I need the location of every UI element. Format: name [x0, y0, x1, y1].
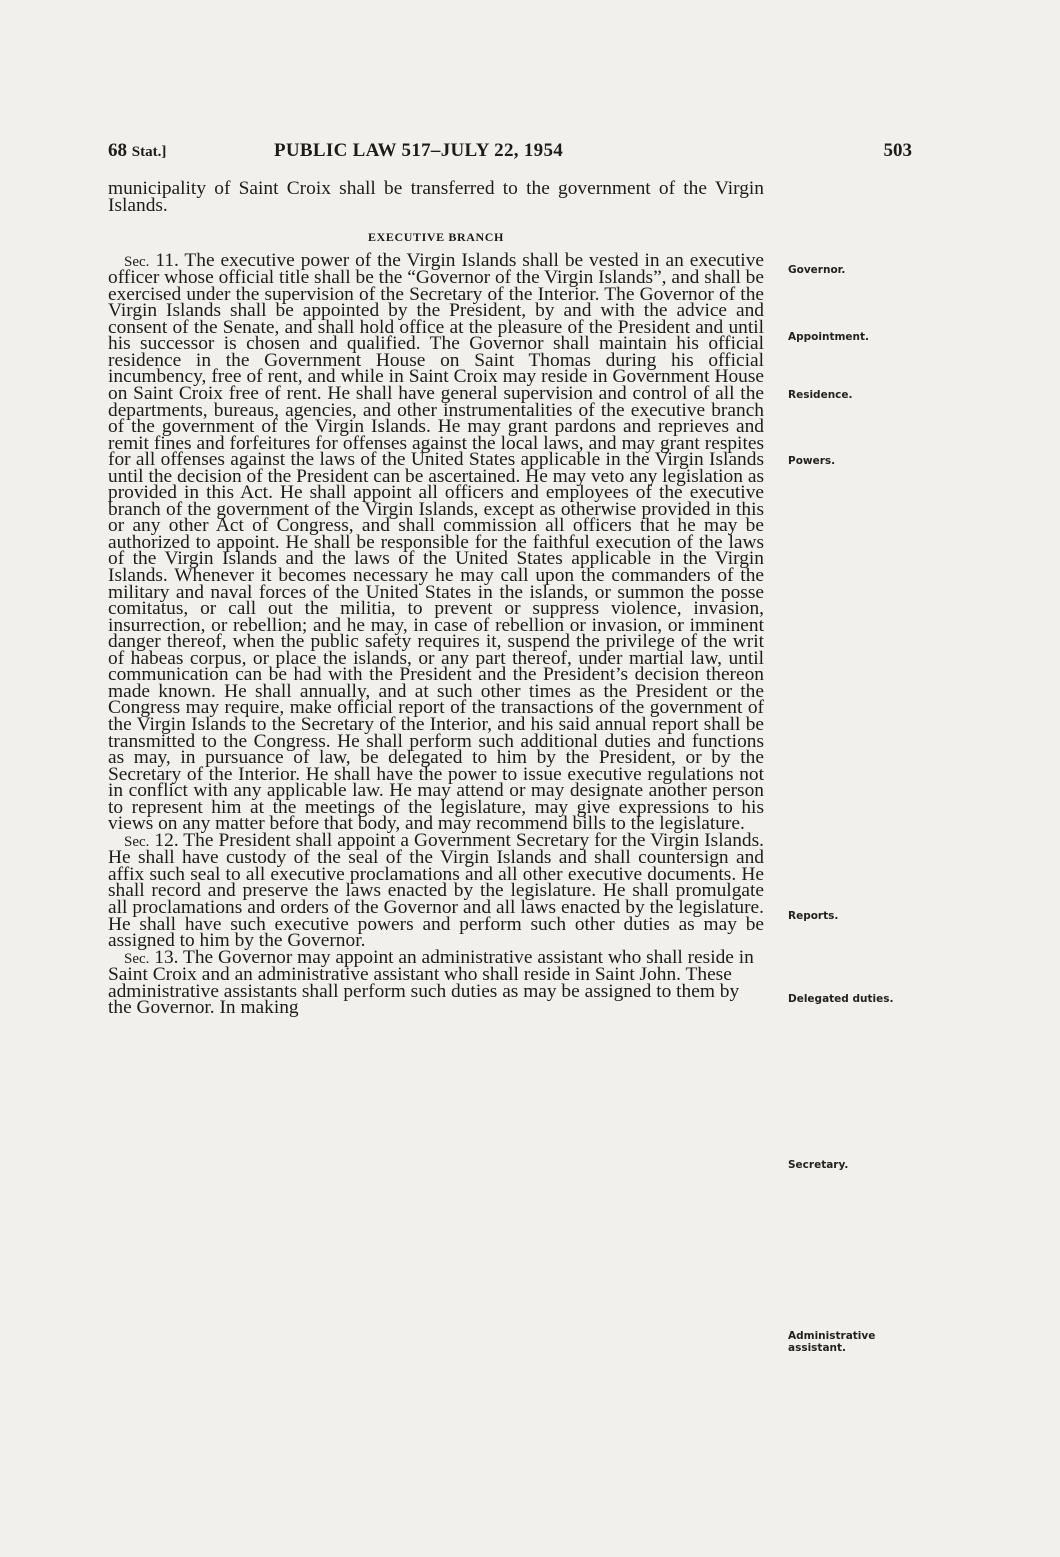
- section-label: Sec.: [124, 253, 150, 270]
- page-number: 503: [883, 140, 912, 161]
- section-11-paragraph: [108, 249, 764, 835]
- section-12-paragraph: [108, 829, 764, 952]
- margin-note-governor: Governor.: [788, 264, 846, 276]
- section-heading: EXECUTIVE BRANCH: [368, 230, 504, 245]
- running-head: [108, 140, 912, 166]
- margin-note-delegated-duties: Delegated duties.: [788, 993, 894, 1005]
- body-text: [108, 178, 764, 1019]
- margin-note-residence: Residence.: [788, 389, 853, 401]
- section-label: Sec.: [124, 950, 150, 967]
- margin-note-reports: Reports.: [788, 910, 839, 922]
- margin-note-administrative-assistant: Administrative assistant.: [788, 1330, 876, 1354]
- section-13-text: 13. The Governor may appoint an administrative assistant who shall reside in Saint Croix and an administrative assistant who shall reside in Saint John. These administrative assistants shall perform such duties as may be assigned to them by the Governor. In making: [108, 946, 754, 1019]
- law-title: PUBLIC LAW 517–JULY 22, 1954: [274, 140, 564, 161]
- section-label: Sec.: [124, 833, 150, 850]
- section-12-text: 12. The President shall appoint a Government Secretary for the Virgin Islands. He shall have custody of the seal of the Virgin Islands and shall countersign and affix such seal to all executive proclamations and all other executive documents. He shall record and preserve the laws enacted by the legislature. He shall promulgate all proclamations and orders of the Governor and all laws enacted by the legislature. He shall have such executive powers and perform such other duties as may be assigned to him by the Governor.: [108, 829, 764, 952]
- stat-volume: 68: [108, 140, 127, 161]
- stat-abbrev: Stat.]: [131, 144, 167, 160]
- continuation-paragraph: municipality of Saint Croix shall be transferred to the government of the Virgin Islands.: [108, 178, 764, 216]
- section-11-text: 11. The executive power of the Virgin Islands shall be vested in an executive officer whose official title shall be the “Governor of the Virgin Islands”, and shall be exercised under the supervision of the Secretary of the Interior. The Governor of the Virgin Islands shall be appointed by the President, by and with the advice and consent of the Senate, and shall hold office at the pleasure of the President and until his successor is chosen and qualified. The Governor shall maintain his official residence in the Government House on Saint Thomas during his official incumbency, free of rent, and while in Saint Croix may reside in Government House on Saint Croix free of rent. He shall have general supervision and control of all the departments, bureaus, agencies, and other instrumentalities of the executive branch of the government of the Virgin Islands. He may grant pardons and reprieves and remit fines and forfeitures for offenses against the local laws, and may grant respites for all offenses against the laws of the United States applicable in the Virgin Islands until the decision of the President can be ascertained. He may veto any legislation as provided in this Act. He shall appoint all officers and employees of the executive branch of the government of the Virgin Islands, except as otherwise provided in this or any other Act of Congress, and shall commission all officers that he may be authorized to appoint. He shall be responsible for the faithful execution of the laws of the Virgin Islands and the laws of the United States applicable in the Virgin Islands. Whenever it becomes necessary he may call upon the commanders of the military and naval forces of the United States in the islands, or summon the posse comitatus, or call out the militia, to prevent or suppress violence, invasion, insurrection, or rebellion; and he may, in case of rebellion or invasion, or imminent danger thereof, when the public safety requires it, suspend the privilege of the writ of habeas corpus, or place the islands, or any part thereof, under martial law, until communication can be had with the President and the President’s decision thereon made known. He shall annually, and at such other times as the President or the Congress may require, make official report of the transactions of the government of the Virgin Islands to the Secretary of the Interior, and his said annual report shall be transmitted to the Congress. He shall perform such additional duties and functions as may, in pursuance of law, be delegated to him by the President, or by the Secretary of the Interior. He shall have the power to issue executive regulations not in conflict with any applicable law. He may attend or may designate another person to represent him at the meetings of the legislature, may give expressions to his views on any matter before that body, and may recommend bills to the legislature.: [108, 249, 764, 835]
- margin-note-powers: Powers.: [788, 455, 836, 467]
- margin-note-secretary: Secretary.: [788, 1159, 849, 1171]
- stat-citation: [108, 140, 166, 162]
- margin-note-appointment: Appointment.: [788, 331, 870, 343]
- section-13-paragraph: [108, 946, 764, 1019]
